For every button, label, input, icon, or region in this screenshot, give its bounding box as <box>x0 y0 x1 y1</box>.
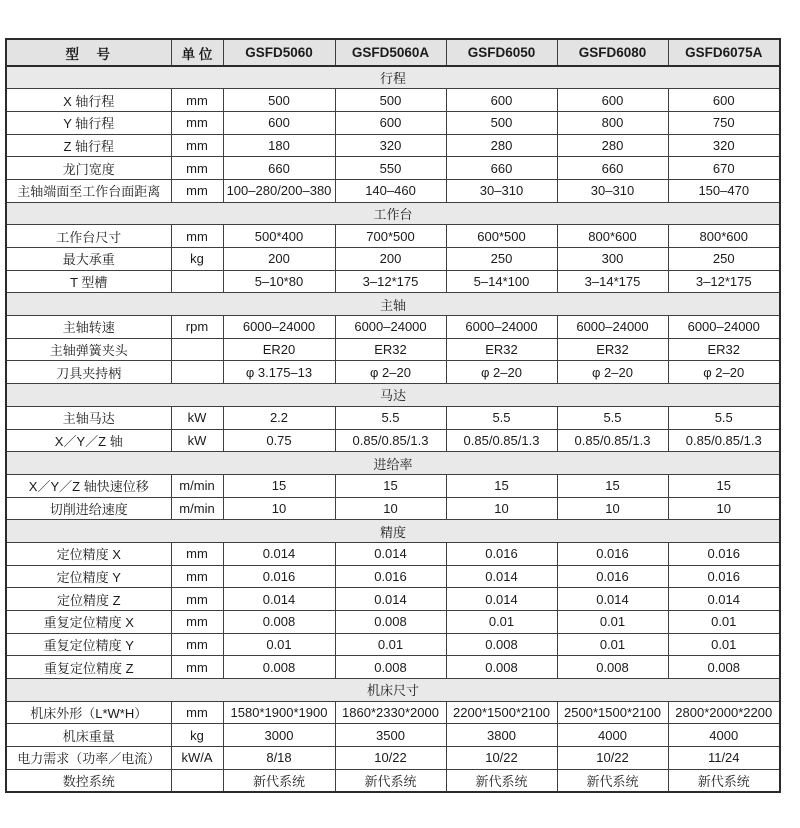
row-value: 750 <box>668 111 780 134</box>
row-value: 10/22 <box>446 747 557 770</box>
spec-row <box>6 701 780 724</box>
row-label: X／Y／Z 轴快速位移 <box>6 474 171 497</box>
row-value: 0.01 <box>446 611 557 634</box>
row-value: φ 2–20 <box>335 361 446 384</box>
spec-row <box>6 656 780 679</box>
row-label: 切削进给速度 <box>6 497 171 520</box>
row-value: 3–12*175 <box>335 270 446 293</box>
row-value: 15 <box>335 474 446 497</box>
row-value: 0.85/0.85/1.3 <box>446 429 557 452</box>
section-title: 工作台 <box>6 202 780 225</box>
row-value: 10 <box>335 497 446 520</box>
row-label: 重复定位精度 Z <box>6 656 171 679</box>
spec-row <box>6 429 780 452</box>
row-value: 250 <box>668 248 780 271</box>
row-value: 新代系统 <box>446 769 557 792</box>
row-value: 2500*1500*2100 <box>557 701 668 724</box>
row-value: 3800 <box>446 724 557 747</box>
row-value: 1580*1900*1900 <box>223 701 335 724</box>
row-label: 重复定位精度 X <box>6 611 171 634</box>
row-value: 2800*2000*2200 <box>668 701 780 724</box>
row-value: φ 2–20 <box>446 361 557 384</box>
row-unit: mm <box>171 89 223 112</box>
row-unit <box>171 338 223 361</box>
row-label: 主轴端面至工作台面距离 <box>6 179 171 202</box>
row-value: 0.016 <box>335 565 446 588</box>
row-value: ER32 <box>668 338 780 361</box>
row-label: 刀具夹持柄 <box>6 361 171 384</box>
spec-row <box>6 157 780 180</box>
row-value: 0.008 <box>335 611 446 634</box>
section-row <box>6 66 780 89</box>
row-value: 0.008 <box>557 656 668 679</box>
spec-row <box>6 134 780 157</box>
row-value: 300 <box>557 248 668 271</box>
row-value: 6000–24000 <box>557 316 668 339</box>
section-row <box>6 452 780 475</box>
row-value: 0.01 <box>668 611 780 634</box>
row-value: 0.016 <box>557 542 668 565</box>
row-value: 0.014 <box>557 588 668 611</box>
row-label: 机床重量 <box>6 724 171 747</box>
row-unit: mm <box>171 633 223 656</box>
row-unit: mm <box>171 134 223 157</box>
row-value: 10 <box>223 497 335 520</box>
row-value: 3500 <box>335 724 446 747</box>
row-value: 180 <box>223 134 335 157</box>
row-value: 0.014 <box>335 542 446 565</box>
row-value: 500 <box>223 89 335 112</box>
row-value: 新代系统 <box>557 769 668 792</box>
row-value: 0.014 <box>335 588 446 611</box>
row-label: 工作台尺寸 <box>6 225 171 248</box>
row-value: ER32 <box>446 338 557 361</box>
row-unit: mm <box>171 611 223 634</box>
row-value: 0.85/0.85/1.3 <box>335 429 446 452</box>
row-value: 5.5 <box>335 406 446 429</box>
row-value: 600 <box>557 89 668 112</box>
spec-row <box>6 111 780 134</box>
row-unit: kg <box>171 248 223 271</box>
spec-row <box>6 474 780 497</box>
row-value: 600*500 <box>446 225 557 248</box>
row-value: 新代系统 <box>223 769 335 792</box>
row-label: 主轴马达 <box>6 406 171 429</box>
row-value: 280 <box>446 134 557 157</box>
row-value: 15 <box>557 474 668 497</box>
row-value: 0.014 <box>223 588 335 611</box>
section-title: 主轴 <box>6 293 780 316</box>
row-value: 15 <box>668 474 780 497</box>
row-label: Z 轴行程 <box>6 134 171 157</box>
header-model-gsfd6080: GSFD6080 <box>557 39 668 66</box>
spec-row <box>6 565 780 588</box>
row-value: 0.008 <box>446 656 557 679</box>
row-value: 150–470 <box>668 179 780 202</box>
row-value: 8/18 <box>223 747 335 770</box>
row-value: 200 <box>223 248 335 271</box>
spec-row <box>6 542 780 565</box>
row-unit: mm <box>171 565 223 588</box>
row-value: 600 <box>335 111 446 134</box>
row-unit: mm <box>171 179 223 202</box>
row-value: 0.014 <box>446 565 557 588</box>
spec-row <box>6 270 780 293</box>
section-title: 行程 <box>6 66 780 89</box>
row-value: 600 <box>223 111 335 134</box>
row-value: 11/24 <box>668 747 780 770</box>
spec-row <box>6 724 780 747</box>
spec-row <box>6 361 780 384</box>
row-value: 5–10*80 <box>223 270 335 293</box>
row-value: 3–12*175 <box>668 270 780 293</box>
row-label: T 型槽 <box>6 270 171 293</box>
spec-row <box>6 497 780 520</box>
row-value: 3–14*175 <box>557 270 668 293</box>
spec-row <box>6 225 780 248</box>
row-value: 670 <box>668 157 780 180</box>
row-value: 0.008 <box>223 656 335 679</box>
row-unit: kW <box>171 406 223 429</box>
row-value: 0.016 <box>557 565 668 588</box>
row-value: 新代系统 <box>668 769 780 792</box>
row-value: 15 <box>446 474 557 497</box>
row-value: φ 2–20 <box>668 361 780 384</box>
header-model-gsfd5060: GSFD5060 <box>223 39 335 66</box>
row-value: 0.016 <box>668 542 780 565</box>
row-label: 主轴弹簧夹头 <box>6 338 171 361</box>
row-value: 5.5 <box>668 406 780 429</box>
section-row <box>6 384 780 407</box>
row-value: 10 <box>668 497 780 520</box>
row-value: 15 <box>223 474 335 497</box>
row-value: ER32 <box>335 338 446 361</box>
row-unit: mm <box>171 225 223 248</box>
spec-row <box>6 179 780 202</box>
row-value: 660 <box>446 157 557 180</box>
row-value: 0.008 <box>335 656 446 679</box>
row-value: 10 <box>557 497 668 520</box>
row-label: X／Y／Z 轴 <box>6 429 171 452</box>
spec-row <box>6 588 780 611</box>
row-unit <box>171 769 223 792</box>
row-value: 0.008 <box>668 656 780 679</box>
header-row <box>6 39 780 66</box>
row-value: 800 <box>557 111 668 134</box>
header-model-gsfd6075a: GSFD6075A <box>668 39 780 66</box>
row-value: 0.014 <box>446 588 557 611</box>
row-unit: kg <box>171 724 223 747</box>
row-value: 6000–24000 <box>668 316 780 339</box>
row-unit: mm <box>171 701 223 724</box>
spec-row <box>6 316 780 339</box>
row-value: 600 <box>446 89 557 112</box>
row-label: 机床外形（L*W*H） <box>6 701 171 724</box>
row-label: 定位精度 Y <box>6 565 171 588</box>
row-value: 660 <box>223 157 335 180</box>
row-value: 0.75 <box>223 429 335 452</box>
row-value: 660 <box>557 157 668 180</box>
section-title: 进给率 <box>6 452 780 475</box>
row-value: 5.5 <box>446 406 557 429</box>
row-value: 0.01 <box>557 633 668 656</box>
spec-row <box>6 747 780 770</box>
row-value: 2200*1500*2100 <box>446 701 557 724</box>
row-value: 700*500 <box>335 225 446 248</box>
header-model-label: 型 号 <box>6 39 171 66</box>
row-unit <box>171 270 223 293</box>
row-value: 2.2 <box>223 406 335 429</box>
row-value: 0.01 <box>335 633 446 656</box>
row-label: 定位精度 Z <box>6 588 171 611</box>
row-value: 0.008 <box>446 633 557 656</box>
row-unit: m/min <box>171 474 223 497</box>
row-unit: mm <box>171 588 223 611</box>
row-value: 新代系统 <box>335 769 446 792</box>
row-value: 320 <box>668 134 780 157</box>
spec-row <box>6 338 780 361</box>
row-unit <box>171 361 223 384</box>
row-value: 0.01 <box>557 611 668 634</box>
row-value: 800*600 <box>557 225 668 248</box>
spec-row <box>6 769 780 792</box>
row-value: 600 <box>668 89 780 112</box>
spec-row <box>6 248 780 271</box>
row-value: 550 <box>335 157 446 180</box>
row-value: 0.85/0.85/1.3 <box>668 429 780 452</box>
row-label: 主轴转速 <box>6 316 171 339</box>
row-label: X 轴行程 <box>6 89 171 112</box>
spec-table <box>5 38 781 793</box>
row-value: 10 <box>446 497 557 520</box>
section-row <box>6 293 780 316</box>
row-value: 0.008 <box>223 611 335 634</box>
spec-row <box>6 89 780 112</box>
row-value: ER32 <box>557 338 668 361</box>
row-value: 0.85/0.85/1.3 <box>557 429 668 452</box>
row-unit: kW/A <box>171 747 223 770</box>
row-value: 200 <box>335 248 446 271</box>
section-title: 精度 <box>6 520 780 543</box>
row-value: 320 <box>335 134 446 157</box>
row-value: 100–280/200–380 <box>223 179 335 202</box>
row-label: 最大承重 <box>6 248 171 271</box>
row-value: 250 <box>446 248 557 271</box>
row-value: 6000–24000 <box>446 316 557 339</box>
row-unit: mm <box>171 542 223 565</box>
row-value: 30–310 <box>557 179 668 202</box>
row-value: 1860*2330*2000 <box>335 701 446 724</box>
section-title: 马达 <box>6 384 780 407</box>
row-value: 0.01 <box>668 633 780 656</box>
row-value: 10/22 <box>557 747 668 770</box>
row-value: 0.016 <box>668 565 780 588</box>
row-unit: m/min <box>171 497 223 520</box>
row-label: Y 轴行程 <box>6 111 171 134</box>
row-value: 4000 <box>557 724 668 747</box>
row-unit: mm <box>171 656 223 679</box>
spec-row <box>6 633 780 656</box>
row-value: 4000 <box>668 724 780 747</box>
row-label: 龙门宽度 <box>6 157 171 180</box>
row-value: φ 3.175–13 <box>223 361 335 384</box>
section-title: 机床尺寸 <box>6 679 780 702</box>
row-unit: mm <box>171 111 223 134</box>
row-label: 重复定位精度 Y <box>6 633 171 656</box>
row-value: 500*400 <box>223 225 335 248</box>
row-unit: kW <box>171 429 223 452</box>
row-label: 电力需求（功率／电流） <box>6 747 171 770</box>
row-value: ER20 <box>223 338 335 361</box>
row-value: 280 <box>557 134 668 157</box>
row-label: 定位精度 X <box>6 542 171 565</box>
row-value: 0.014 <box>223 542 335 565</box>
header-unit-label: 单 位 <box>171 39 223 66</box>
row-value: 140–460 <box>335 179 446 202</box>
row-label: 数控系统 <box>6 769 171 792</box>
section-row <box>6 520 780 543</box>
header-model-gsfd5060a: GSFD5060A <box>335 39 446 66</box>
header-model-gsfd6050: GSFD6050 <box>446 39 557 66</box>
row-value: φ 2–20 <box>557 361 668 384</box>
row-value: 0.01 <box>223 633 335 656</box>
row-value: 30–310 <box>446 179 557 202</box>
row-value: 500 <box>335 89 446 112</box>
row-value: 500 <box>446 111 557 134</box>
row-value: 0.016 <box>223 565 335 588</box>
section-row <box>6 679 780 702</box>
row-value: 6000–24000 <box>223 316 335 339</box>
row-unit: rpm <box>171 316 223 339</box>
row-value: 0.016 <box>446 542 557 565</box>
row-value: 6000–24000 <box>335 316 446 339</box>
spec-row <box>6 406 780 429</box>
row-value: 3000 <box>223 724 335 747</box>
section-row <box>6 202 780 225</box>
row-value: 5.5 <box>557 406 668 429</box>
row-value: 0.014 <box>668 588 780 611</box>
row-value: 800*600 <box>668 225 780 248</box>
row-unit: mm <box>171 157 223 180</box>
row-value: 5–14*100 <box>446 270 557 293</box>
row-value: 10/22 <box>335 747 446 770</box>
spec-row <box>6 611 780 634</box>
